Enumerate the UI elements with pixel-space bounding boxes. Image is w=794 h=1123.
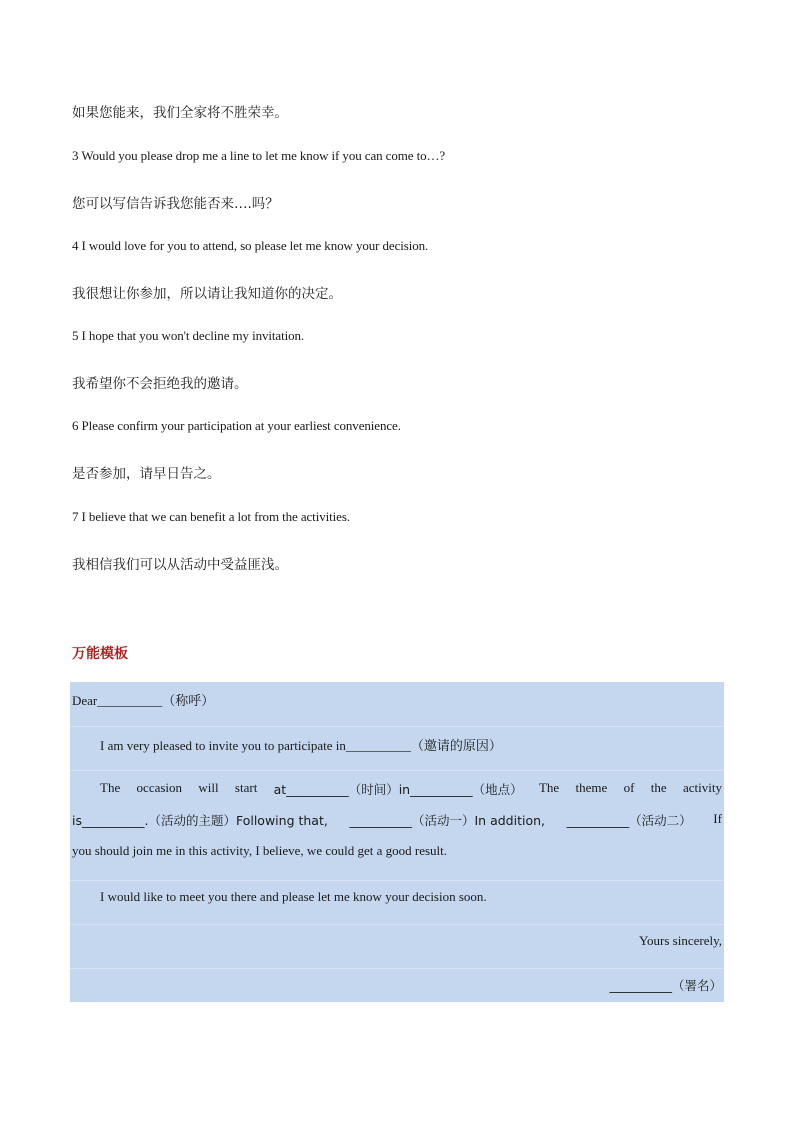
phrase-4-en: 4 I would love for you to attend, so please let me know your decision. (72, 238, 429, 253)
template-dear: Dear__________（称呼） (72, 693, 215, 708)
phrase-3-en: 3 Would you please drop me a line to let me know if you can come to…? (72, 148, 446, 163)
phrase-5-zh: 我希望你不会拒绝我的邀请。 (72, 376, 248, 392)
word: If (713, 811, 722, 826)
template-row-details (70, 770, 724, 881)
word: at__________（时间）in__________（地点） (273, 782, 523, 797)
template-details-line3: you should join me in this activity, I believe, we could get a good result. (72, 843, 448, 858)
template-invite: I am very pleased to invite you to participate in__________（邀请的原因） (100, 738, 502, 753)
phrase-4-zh: 我很想让你参加，所以请让我知道你的决定。 (72, 286, 342, 302)
template-closing: Yours sincerely, (638, 933, 722, 948)
word: The (538, 780, 560, 795)
word: is__________.（活动的主题）Following that, (72, 813, 328, 828)
word: the (650, 780, 667, 795)
template-details-line2 (72, 811, 722, 829)
template-meet: I would like to meet you there and please let me know your decision soon. (100, 889, 487, 904)
word: __________（活动一）In addition, (349, 813, 545, 828)
template-row-signature (70, 968, 724, 1002)
template-row-meet (70, 880, 724, 925)
template-details-line1 (72, 780, 722, 798)
template-heading: 万能模板 (72, 646, 128, 662)
template-box (70, 682, 724, 1002)
phrase-7-zh: 我相信我们可以从活动中受益匪浅。 (72, 557, 288, 573)
phrase-3-zh: 您可以写信告诉我您能否来….吗？ (72, 196, 279, 212)
word: will (198, 780, 219, 795)
phrase-7-en: 7 I believe that we can benefit a lot from the activities. (72, 509, 350, 524)
word: of (623, 780, 635, 795)
phrase-6-zh: 是否参加，请早日告之。 (72, 466, 221, 482)
word: __________（活动二） (566, 813, 692, 828)
word: occasion (136, 780, 183, 795)
word: The (100, 780, 121, 795)
phrase-6-en: 6 Please confirm your participation at your earliest convenience. (72, 418, 401, 433)
template-row-dear (70, 682, 724, 727)
word: start (234, 780, 258, 795)
template-signature: __________（署名） (609, 978, 722, 993)
template-row-closing (70, 924, 724, 969)
word: theme (575, 780, 608, 795)
phrase-5-en: 5 I hope that you won't decline my invitation. (72, 328, 305, 343)
template-row-invite (70, 726, 724, 771)
word: activity (682, 780, 722, 795)
phrase-2-zh: 如果您能来，我们全家将不胜荣幸。 (72, 105, 288, 121)
